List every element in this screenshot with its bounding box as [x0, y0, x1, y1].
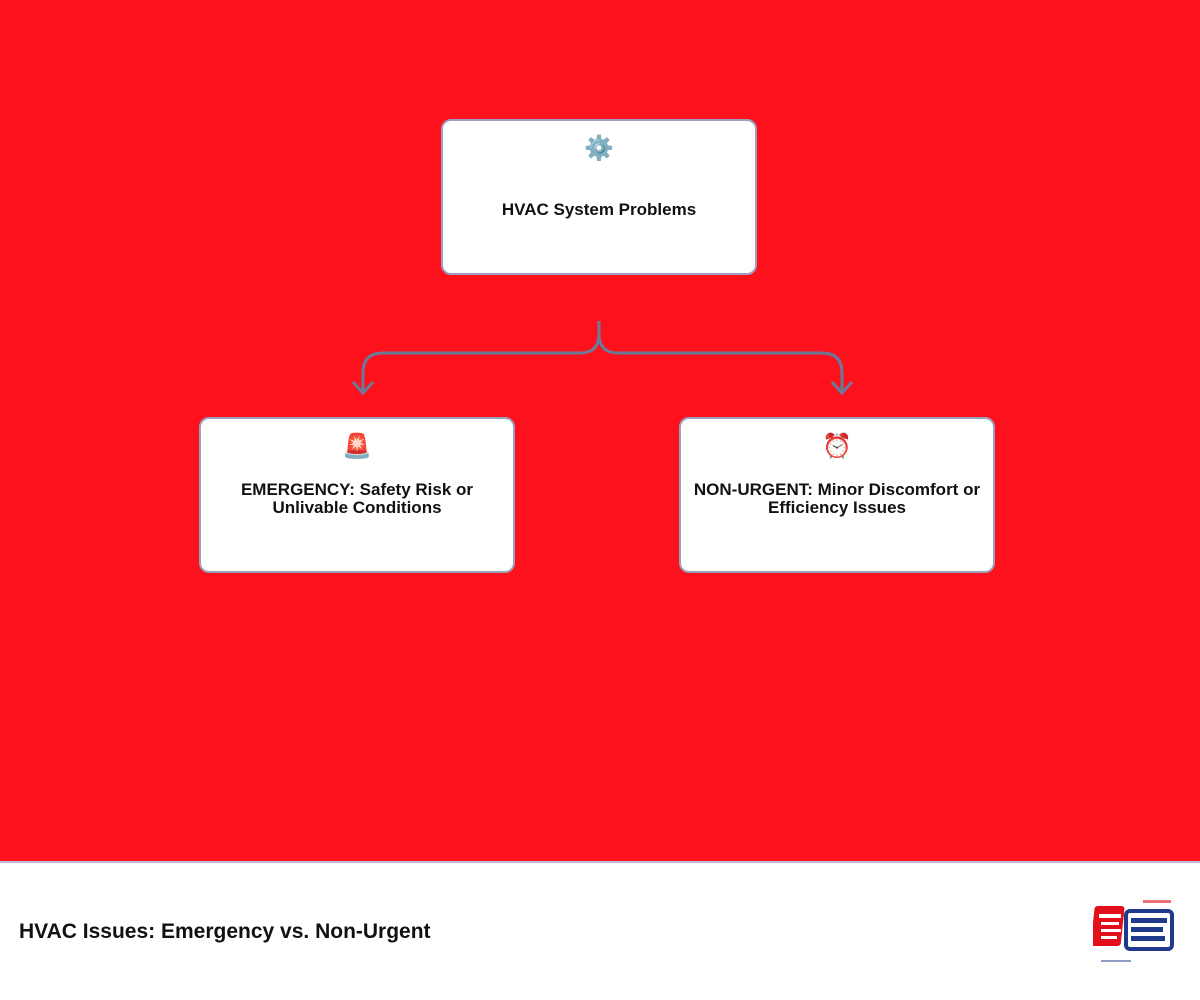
connector-to-emergency: [363, 321, 599, 392]
node-hvac-system-problems: [441, 119, 757, 275]
node-label: EMERGENCY: Safety Risk or Unlivable Conditions: [240, 480, 474, 517]
node-emergency: [199, 417, 515, 573]
node-label: NON-URGENT: Minor Discomfort or Efficiency Issues: [693, 480, 981, 517]
siren-icon: 🚨: [342, 432, 372, 460]
footer-title: HVAC Issues: Emergency vs. Non-Urgent: [19, 920, 431, 943]
connector-to-nonurgent: [599, 321, 842, 392]
node-non-urgent: [679, 417, 995, 573]
company-logo: [1093, 894, 1175, 970]
gear-icon: ⚙️: [584, 134, 614, 162]
footer: [0, 863, 1200, 1000]
node-label: HVAC System Problems: [501, 200, 697, 219]
alarm-clock-icon: ⏰: [822, 432, 852, 460]
